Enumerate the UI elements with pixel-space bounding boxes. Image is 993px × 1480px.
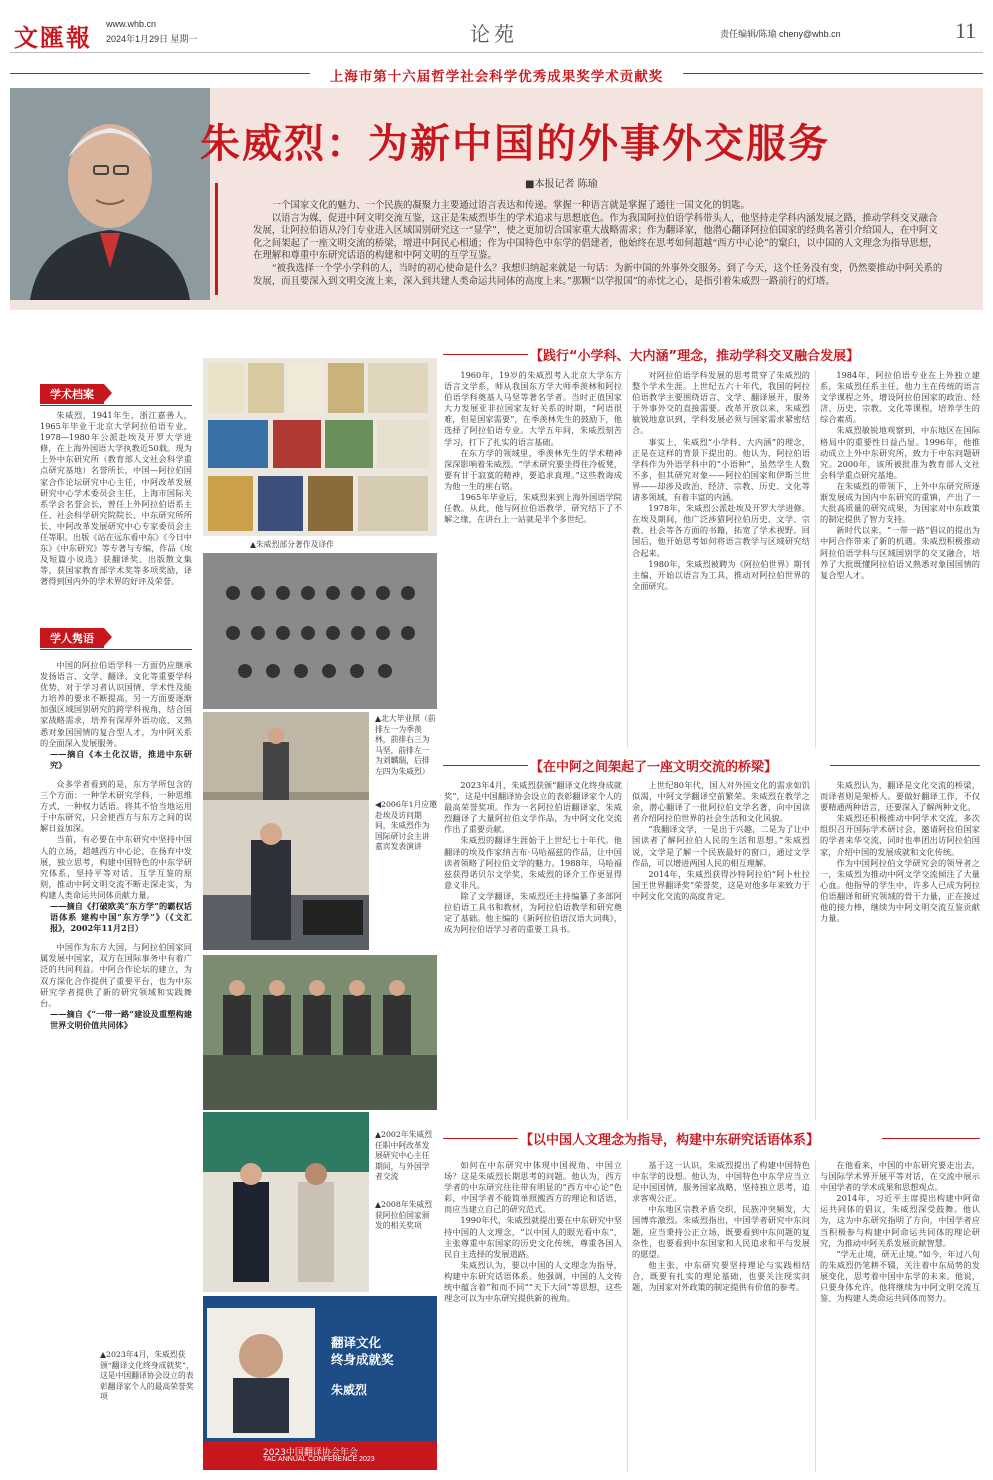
- paragraph: 在东方学的领域里，季羡林先生的学术精神深深影响着朱威烈。“学术研究要坐得住冷板凳，要有甘于寂寞的精神，要追求真理。”这些教诲成为他一生的座右铭。: [444, 447, 622, 491]
- books-illustration: [203, 358, 437, 536]
- section2-rule-right: [830, 765, 980, 766]
- masthead-rule: [10, 52, 983, 53]
- award-banner-title: [331, 1334, 394, 1399]
- cairo-illustration: [203, 800, 369, 950]
- section3-column1: [444, 1160, 622, 1472]
- award-footer: 2023中国翻译协会年会: [263, 1448, 358, 1458]
- award1-caption: ▲2002年朱威烈任职中阿改革发展研究中心主任期间，与外国学者交流: [375, 1130, 433, 1181]
- paragraph: 他主张，中东研究要坚持理论与实践相结合，既要有扎实的理论基础，也要关注现实问题，为国家对外政策的制定提供有价值的参考。: [632, 1259, 810, 1293]
- paragraph: 如何在中东研究中体现中国视角、中国立场？这是朱威烈长期思考的问题。他认为，西方学者的中东研究往往带有明显的“西方中心论”色彩，中国学者不能简单照搬西方的理论和话语，而应当建立自己的研究范式。: [444, 1160, 622, 1215]
- award-illustration: [203, 1112, 369, 1292]
- section-name: 论苑: [470, 22, 518, 46]
- paragraph: 朱威烈的翻译生涯始于上世纪七十年代。他翻译的埃及作家纳吉布·马哈福兹的作品，让中国读者领略了阿拉伯文学的魅力。1988年，马哈福兹获得诺贝尔文学奖，朱威烈的译介工作更显得意义非凡。: [444, 835, 622, 890]
- paragraph: 1984年，阿拉伯语专业在上外独立建系，朱威烈任系主任，他力主在传统的语言文学课程之外，增设阿拉伯国家的政治、经济、历史、宗教、文化等课程，培养学生的综合素质。: [820, 370, 980, 425]
- portrait-illustration: [10, 88, 210, 300]
- decorative-bracket: [215, 183, 254, 295]
- paragraph: 在朱威烈的带领下，上外中东研究所逐渐发展成为国内中东研究的重镇，产出了一大批高质量的研究成果，为国家对中东政策的制定提供了智力支持。: [820, 480, 980, 525]
- lead-paragraph: 以语言为媒，促进中阿文明交流互鉴，这正是朱威烈毕生的学术追求与思想底色。作为我国阿拉伯语学科带头人，他坚持走学科内涵发展之路，推动学科交叉融合发展，让阿拉伯语从冷门专业进入区域国别研究这一“显学”，使之更加切合国家重大战略需求；作为翻译家，他潜心翻译阿拉伯国家的经典名著引介给国人，在中阿文化之间架起了一座文明交流的桥梁，增进中阿民心相通；作为中国特色中东学的倡建者，他始终在思考如何超越“西方中心论”的窠臼，以中国的人文理念为指导思想，在理解和尊重中东研究话语的构建和中阿文明的互学互鉴。: [253, 212, 938, 262]
- meeting-photo: [203, 955, 437, 1110]
- section3-column2: [632, 1160, 810, 1472]
- paragraph: 作为中国阿拉伯文学研究会的领导者之一，朱威烈为推动中阿文学交流倾注了大量心血。他指导的学生中，许多人已成为阿拉伯语翻译和研究领域的骨干力量，正在接过他的接力棒，继续为中阿文明交流互鉴贡献力量。: [820, 857, 980, 924]
- paragraph: 基于这一认识，朱威烈提出了构建中国特色中东学的设想。他认为，中国特色中东学应当立足中国国情，服务国家战略，坚持独立思考，追求客观公正。: [632, 1160, 810, 1204]
- section1-column3: [820, 370, 980, 748]
- column-divider: [627, 370, 628, 748]
- group-caption: ▲北大毕业照（前排左一为季羡林，前排右三为马坚，前排左一为刘麟瑞，后排左四为朱威烈）: [375, 714, 436, 776]
- paragraph: 2014年，习近平主席提出构建中阿命运共同体的倡议，朱威烈深受鼓舞。他认为，这为中东研究指明了方向，中国学者应当积极参与构建中阿命运共同体的理论研究，为推动中阿关系发展贡献智慧。: [820, 1193, 980, 1248]
- quote-paragraph: 中国的阿拉伯语学科一方面仍应继承发扬语言、文学、翻译、文化等重要学科优势，对于学习者认识国情、学术性及能力培养的要求不断提高，另一方面要逐渐加强区域国别研究的跨学科视角，结合国家战略需求，培养有深厚外语功底、又熟悉对象国国情的复合型人才，为中阿关系的全面深入发展服务。: [40, 660, 192, 748]
- paragraph: 上世纪80年代，国人对外国文化的需求如饥似渴，中阿文学翻译空前繁荣。朱威烈在教学之余，潜心翻译了一批阿拉伯文学名著，向中国读者介绍阿拉伯世界的社会生活和文化风貌。: [632, 780, 810, 824]
- paragraph: 朱威烈还积极推动中阿学术交流，多次组织召开国际学术研讨会，邀请阿拉伯国家的学者来华交流，同时也率团出访阿拉伯国家，介绍中国的发展成就和文化传统。: [820, 813, 980, 857]
- quote-source: ——摘自《“一带一路”建设及重塑构建世界文明价值共同体》: [50, 1008, 192, 1030]
- article-byline: ■本报记者 陈瑜: [525, 179, 598, 190]
- profile-tag: 学术档案: [40, 384, 104, 404]
- section1-title: 【践行“小学科、大内涵”理念，推动学科交叉融合发展】: [530, 349, 860, 364]
- books-photo: [203, 358, 437, 536]
- masthead-logo: 文匯報: [14, 23, 92, 52]
- quote-paragraph: 中国作为东方大国，与阿拉伯国家同属发展中国家，双方在国际事务中有着广泛的共同利益。中阿合作论坛的建立，为双方深化合作提供了重要平台，也为中东研究学者提供了新的研究领域和实践舞台。: [40, 942, 192, 1008]
- editor-credit: 责任编辑/陈瑜 cheny@whb.cn: [720, 29, 841, 39]
- award-footer-en: TAC ANNUAL CONFERENCE 2023: [263, 1456, 375, 1463]
- paragraph: 新时代以来，“一带一路”倡议的提出为中阿合作带来了新的机遇。朱威烈积极推动阿拉伯语学科与区域国别学的交叉融合，培养了大批既懂阿拉伯语又熟悉对象国国情的复合型人才。: [820, 525, 980, 580]
- masthead-url[interactable]: www.whb.cn: [106, 19, 157, 29]
- section3-rule-left: [443, 1138, 518, 1139]
- page-number: 11: [955, 18, 977, 43]
- paragraph: 中东地区宗教矛盾交织，民族冲突频发，大国博弈激烈。朱威烈指出，中国学者研究中东问题，应当秉持公正立场，既要看到中东问题的复杂性，也要看到中东国家和人民追求和平与发展的愿望。: [632, 1204, 810, 1259]
- section2-column2: [632, 780, 810, 1120]
- meeting-illustration: [203, 955, 437, 1110]
- section3-column3: [820, 1160, 980, 1472]
- paragraph: 1990年代，朱威烈就提出要在中东研究中坚持中国的人文理念，“以中国人的眼光看中东”，主张尊重中东国家的历史文化传统，尊重各国人民自主选择的发展道路。: [444, 1215, 622, 1259]
- section3-rule-right: [882, 1138, 980, 1139]
- quotes-column: [40, 660, 192, 1440]
- column-divider: [627, 1160, 628, 1472]
- paragraph: 除了文学翻译，朱威烈还主持编纂了多部阿拉伯语工具书和教材，为阿拉伯语教学和研究奠定了基础。他主编的《新阿拉伯语汉语大词典》，成为阿拉伯语学习者的重要工具书。: [444, 890, 622, 935]
- award-banner-photo: [203, 1296, 437, 1470]
- paragraph: 朱威烈认为，要以中国的人文理念为指导，构建中东研究话语体系。他强调，中国的人文传统中蕴含着“和而不同”“天下大同”等思想，这些理念可以为中东研究提供新的视角。: [444, 1259, 622, 1304]
- masthead-date: 2024年1月29日 星期一: [106, 34, 198, 44]
- section3-title: 【以中国人文理念为指导，构建中东研究话语体系】: [520, 1133, 820, 1148]
- group-illustration: [203, 553, 437, 709]
- award-name: 朱威烈: [331, 1383, 368, 1397]
- award3-caption: ▲2023年4月，朱威烈获颁“翻译文化终身成就奖”，这是中国翻译协会设立的表彰翻译家个人的最高荣誉奖项: [100, 1350, 194, 1401]
- paragraph: 1960年，19岁的朱威烈考入北京大学东方语言文学系，师从我国东方学大师季羡林和阿拉伯语学科奠基人马坚等著名学者。当时正值国家大力发展亚非拉国家友好关系的时期，“阿语很难，但是国家需要”，在季羡林先生的鼓励下，他选择了阿拉伯语专业。大学五年间，朱威烈刻苦学习，打下了扎实的语言基础。: [444, 370, 622, 447]
- books-caption: ▲朱威烈部分著作及译作: [250, 540, 334, 549]
- section2-column3: [820, 780, 980, 1120]
- article-headline: 朱威烈：为新中国的外事外交服务: [200, 121, 830, 167]
- series-title: 上海市第十六届哲学社会科学优秀成果奖学术贡献奖: [329, 69, 664, 85]
- paragraph: 2014年，朱威烈获得沙特阿拉伯“阿卜杜拉国王世界翻译奖”荣誉奖，这是对他多年来致力于中阿文化交流的高度肯定。: [632, 868, 810, 901]
- quote-paragraph: 众多学者看到的是，东方学所包含的三个方面：一种学术研究学科，一种思维方式，一种权力话语。将其不恰当地运用于中东研究，只会使西方与东方之间的误解日益加深。: [40, 778, 192, 834]
- profile-paragraph: 朱威烈，1941年生，浙江嘉善人，1965年毕业于北京大学阿拉伯语专业，1978—1980年公派赴埃及开罗大学进修，在上海外国语大学执教近50载。现为上外中东研究所（教育部人文社会科学重点研究基地）名誉所长，中国—阿拉伯国家合作论坛研究中心主任，中阿改革发展研究中心学术委员会主任，上海市国际关系学会名誉会长，曾任上外阿拉伯语系主任、社会科学研究院院长、中东研究所所长、中阿改革发展研究中心专家委员会主任等职。出版《站在远东看中东》《今日中东》《中东研究》等专著与专编，作品《埃及短篇小说选》获翻译奖、出版散文集等，获国家教育部学术奖等多项奖励，译著得到国内外的学术界的好评及荣誉。: [40, 410, 192, 587]
- paragraph: 朱威烈敏锐地观察到，中东地区在国际格局中的重要性日益凸显。1996年，他推动成立上外中东研究所，致力于中东问题研究。2000年，该所被批准为教育部人文社会科学重点研究基地。: [820, 425, 980, 480]
- quote-paragraph: 当前，有必要在中东研究中坚持中国人的立场，超越西方中心论，在扬弃中发展，独立思考，构建中国特色的中东学研究体系，坚持平等对话、互学互鉴的原则，推动中阿文明交流不断走深走实，为构建人类命运共同体贡献力量。: [40, 834, 192, 900]
- paragraph: 1980年，朱威烈被聘为《阿拉伯世界》期刊主编，开始以语言为工具，推动对阿拉伯世界的全面研究。: [632, 558, 810, 591]
- profile-rule: [40, 405, 192, 406]
- quote-rule: [40, 649, 192, 650]
- paragraph: “学无止境，研无止境。”如今，年过八旬的朱威烈仍笔耕不辍，关注着中东局势的发展变化，思考着中国中东学的未来。他说，只要身体允许，他将继续为中阿文明交流互鉴、为构建人类命运共同体而努力。: [820, 1248, 980, 1304]
- group-photo: [203, 553, 437, 709]
- column-divider: [815, 780, 816, 1120]
- paragraph: 朱威烈认为，翻译是文化交流的桥梁，而译者则是架桥人。要做好翻译工作，不仅要精通两种语言，还要深入了解两种文化。: [820, 780, 980, 813]
- paragraph: 事实上，朱威烈“小学科、大内涵”的理念，正是在这样的背景下提出的。他认为，阿拉伯语学科作为外语学科中的“小语种”，虽然学生人数不多，但其研究对象——阿拉伯国家和伊斯兰世界——却涉及政治、经济、宗教、历史、文化等诸多领域，有着丰富的内涵。: [632, 436, 810, 503]
- section1-rule-left: [443, 354, 528, 355]
- paragraph: 1965年毕业后，朱威烈来到上海外国语学院任教。从此，他与阿拉伯语教学、研究结下了不解之缘，在讲台上一站就是半个多世纪。: [444, 492, 622, 525]
- lead-paragraph: “被我选择一个学小学科的人，当时的初心使命是什么？我想归纳起来就是一句话：为新中国的外事外交服务。到了今天，这个任务没有变，仍然要推动中阿关系的发展，而且要深入到文明交流上来，深入到共建人类命运共同体的高度上来。”那颗“以学报国”的赤忱之心，是指引着朱威烈一路前行的灯塔。: [253, 262, 943, 287]
- article-lead: [253, 200, 943, 288]
- award-banner-illustration: [203, 1296, 437, 1470]
- cairo-caption: ◀2006年1月应邀赴埃及访问期间，朱威烈作为国际研讨会主讲嘉宾发表演讲: [375, 800, 437, 851]
- series-banner: [10, 62, 983, 84]
- section1-column1: [444, 370, 622, 748]
- profile-text: [40, 410, 192, 620]
- quote-source: ——摘自《打破欧美“东方学”的霸权话语体系 建构中国“东方学”》（《文汇报》，2002年11月2日）: [50, 900, 192, 934]
- section2-rule-left: [443, 765, 528, 766]
- section2-column1: [444, 780, 622, 1120]
- column-divider: [815, 1160, 816, 1472]
- award-line1: 翻译文化: [331, 1335, 382, 1350]
- quote-source: ——摘自《本土化汉语，推进中东研究》: [50, 748, 192, 770]
- award-photo: [203, 1112, 369, 1292]
- column-divider: [815, 370, 816, 748]
- lead-paragraph: 一个国家文化的魅力、一个民族的凝聚力主要通过语言表达和传递。掌握一种语言就是掌握了通往一国文化的钥匙。: [271, 200, 750, 211]
- quote-tag: 学人隽语: [40, 628, 104, 648]
- portrait-photo: [10, 88, 210, 300]
- section2-title: 【在中阿之间架起了一座文明交流的桥梁】: [530, 760, 778, 775]
- column-divider: [627, 780, 628, 1120]
- paragraph: “我翻译文学，一是出于兴趣，二是为了让中国读者了解阿拉伯人民的生活和思想。”朱威烈说，文学是了解一个民族最好的窗口，通过文学作品，可以增进两国人民的相互理解。: [632, 824, 810, 868]
- award-line2: 终身成就奖: [331, 1352, 394, 1367]
- award2-caption: ▲2008年朱威烈获阿拉伯国家颁发的相关奖项: [375, 1200, 433, 1230]
- cairo-photo: [203, 800, 369, 950]
- paragraph: 在他看来，中国的中东研究要走出去，与国际学术界开展平等对话，在交流中展示中国学者的学术成果和思想观点。: [820, 1160, 980, 1193]
- paragraph: 对阿拉伯语学科发展的思考贯穿了朱威烈的整个学术生涯。上世纪五六十年代，我国的阿拉伯语教学主要围绕语言、文学、翻译展开，服务于外事外交的直接需要。改革开放以来，朱威烈敏锐地意识到，学科发展必须与国家需求紧密结合。: [632, 370, 810, 436]
- paragraph: 1978年，朱威烈公派赴埃及开罗大学进修。在埃及期间，他广泛涉猎阿拉伯历史、文学、宗教、社会等各方面的书籍，拓宽了学术视野。回国后，他开始思考如何将语言教学与区域研究结合起来。: [632, 503, 810, 558]
- paragraph: 2023年4月，朱威烈获颁“翻译文化终身成就奖”，这是中国翻译协会设立的表彰翻译家个人的最高荣誉奖项。作为一名阿拉伯语翻译家，朱威烈翻译了大量阿拉伯文学作品，为中阿文化交流作出了重要贡献。: [444, 780, 622, 835]
- section1-column2: [632, 370, 810, 748]
